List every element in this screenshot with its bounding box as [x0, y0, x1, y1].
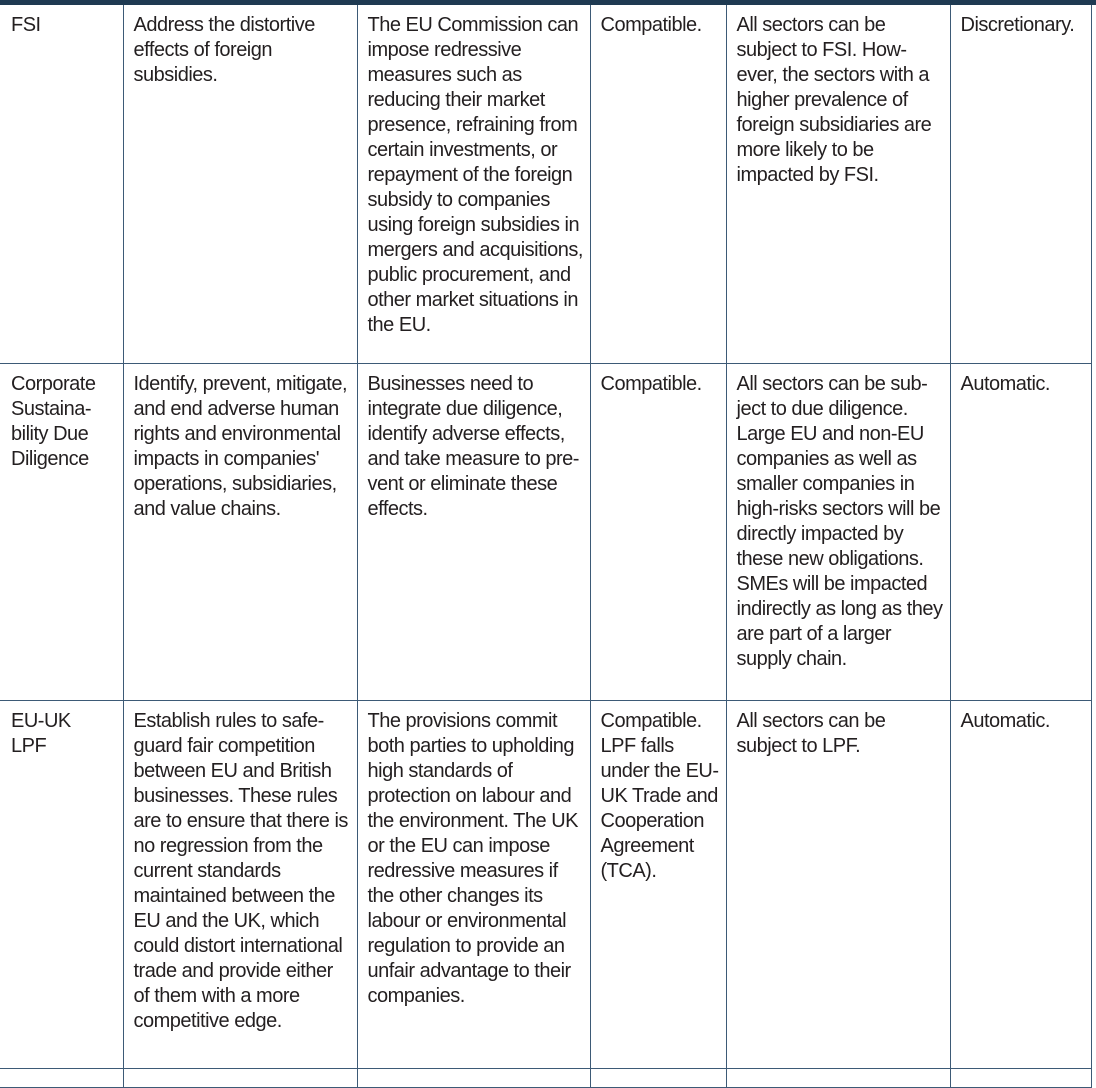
measures-cell: The EU Commission can impose redressive measures such as reducing their market presence, refraining from certain investments, or repayment of the foreign subsidy to companies using foreign subsidies in mergers and acquisitions, public procurement, and other market situations in the EU. — [357, 5, 590, 363]
sectors-cell: All sectors can be subject to LPF. — [726, 700, 950, 1068]
measures-cell: The provisions commit both parties to upholding high standards of protection on labour and the environment. The UK or the EU can impose redressive measures if the other changes its labour or environmental regulation to provide an unfair advantage to their companies. — [357, 700, 590, 1068]
compatibility-cell: Compatible. LPF falls under the EU-UK Trade and Cooperation Agreement (TCA). — [590, 700, 726, 1068]
instrument-cell: Corporate Sustainability Due Diligence — [0, 363, 123, 700]
table-row — [0, 5, 1091, 363]
policy-comparison-table — [0, 5, 1092, 1088]
table-row — [0, 700, 1091, 1068]
application-cell: Automatic. — [950, 363, 1091, 700]
instrument-cell: EU-UK LPF — [0, 700, 123, 1068]
compatibility-cell: Compatible. — [590, 5, 726, 363]
measures-cell: Businesses need to integrate due diligence, identify adverse effects, and take measure to prevent or eliminate these effects. — [357, 363, 590, 700]
objective-cell: Establish rules to safeguard fair competition between EU and British businesses. These rules are to ensure that there is no regression from the current standards maintained between the EU and the UK, which could distort international trade and provide either of them with a more competitive edge. — [123, 700, 357, 1068]
application-cell: Automatic. — [950, 700, 1091, 1068]
compatibility-cell: Compatible. — [590, 363, 726, 700]
sectors-cell: All sectors can be subject to due diligence. Large EU and non-EU companies as well as smaller companies in high-risks sectors will be directly impacted by these new obligations. SMEs will be impacted indirectly as long as they are part of a larger supply chain. — [726, 363, 950, 700]
objective-cell: Address the distortive effects of foreign subsidies. — [123, 5, 357, 363]
sectors-cell: All sectors can be subject to FSI. However, the sectors with a higher prevalence of foreign subsidiaries are more likely to be impacted by FSI. — [726, 5, 950, 363]
table-row-partial — [0, 1068, 1091, 1087]
objective-cell: Identify, prevent, mitigate, and end adverse human rights and environmental impacts in companies' operations, subsidiaries, and value chains. — [123, 363, 357, 700]
table-row — [0, 363, 1091, 700]
application-cell: Discretionary. — [950, 5, 1091, 363]
instrument-cell: FSI — [0, 5, 123, 363]
